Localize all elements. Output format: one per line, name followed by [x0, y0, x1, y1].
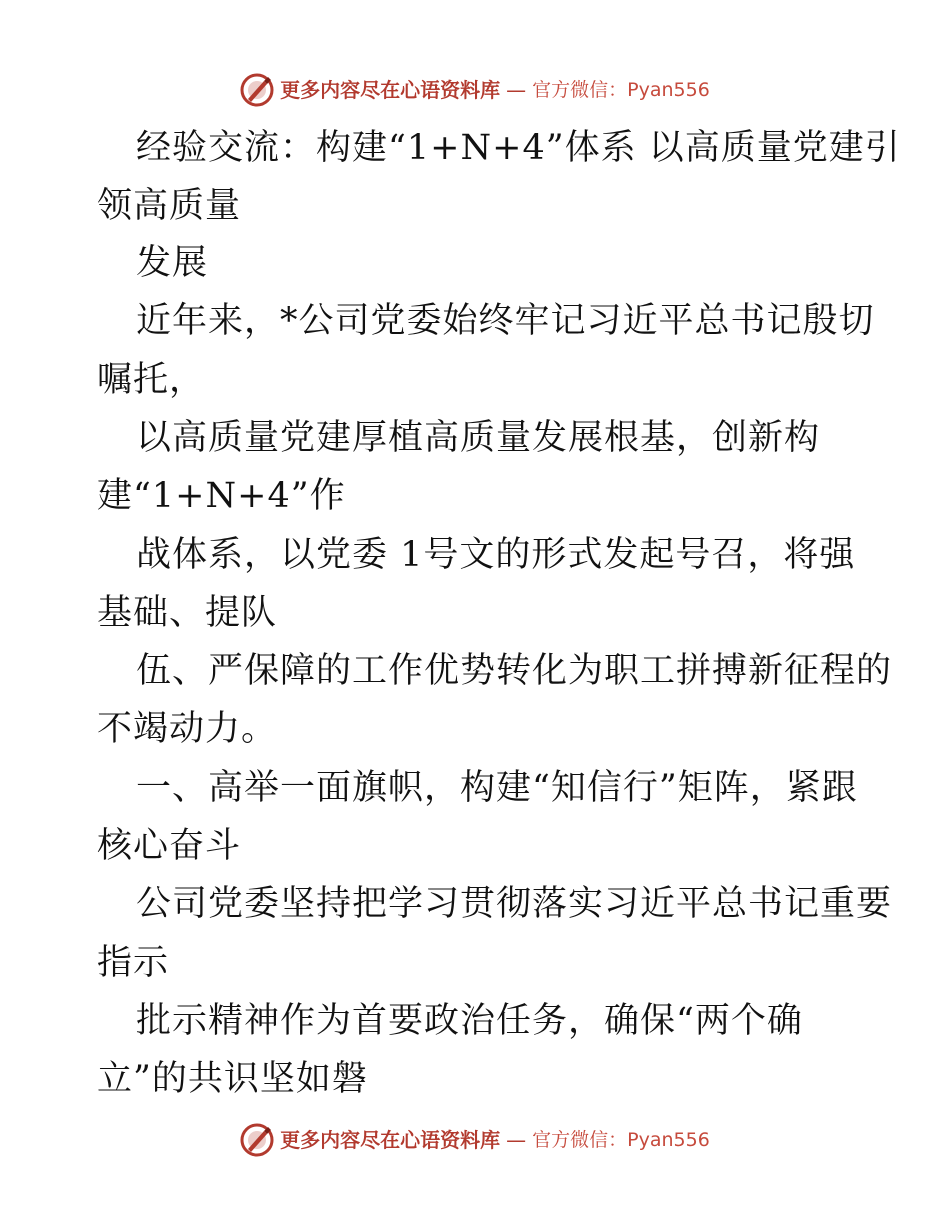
paragraph-line: 批示精神作为首要政治任务，确保“两个确	[136, 1001, 803, 1041]
watermark-site-name: 更多内容尽在心语资料库	[280, 1128, 501, 1152]
watermark-separator: —	[506, 78, 527, 102]
doc-title-line-1: 经验交流：构建“1+N+4”体系 以高质量党建引	[136, 128, 901, 168]
paragraph-line: 以高质量党建厚植高质量发展根基，创新构	[136, 418, 821, 458]
paragraph-line: 近年来，*公司党委始终牢记习近平总书记殷切	[136, 301, 875, 341]
paragraph-line: 不竭动力。	[97, 709, 278, 749]
doc-title-line-2: 领高质量	[97, 186, 242, 226]
paragraph-line: 基础、提队	[97, 593, 278, 633]
paragraph-line: 战体系，以党委 1号文的形式发起号召，将强	[136, 535, 856, 575]
paragraph-line: 立”的共识坚如磐	[97, 1059, 368, 1099]
paragraph-line: 嘱托，	[97, 360, 206, 400]
footer-watermark	[0, 1120, 950, 1160]
watermark-wechat: 官方微信：Pyan556	[532, 79, 710, 101]
paragraph-line: 建“1+N+4”作	[97, 476, 346, 516]
section-heading-line: 一、高举一面旗帜，构建“知信行”矩阵，紧跟	[136, 768, 858, 808]
doc-title-line-3: 发展	[136, 243, 209, 283]
watermark-site-name: 更多内容尽在心语资料库	[280, 78, 501, 102]
paragraph-line: 指示	[97, 943, 170, 983]
section-heading-line: 核心奋斗	[97, 826, 242, 866]
paragraph-line: 伍、严保障的工作优势转化为职工拼搏新征程的	[136, 651, 893, 691]
watermark-wechat: 官方微信：Pyan556	[532, 1129, 710, 1151]
watermark-separator: —	[506, 1128, 527, 1152]
logo-icon	[240, 1123, 274, 1157]
paragraph-line: 公司党委坚持把学习贯彻落实习近平总书记重要	[136, 884, 893, 924]
